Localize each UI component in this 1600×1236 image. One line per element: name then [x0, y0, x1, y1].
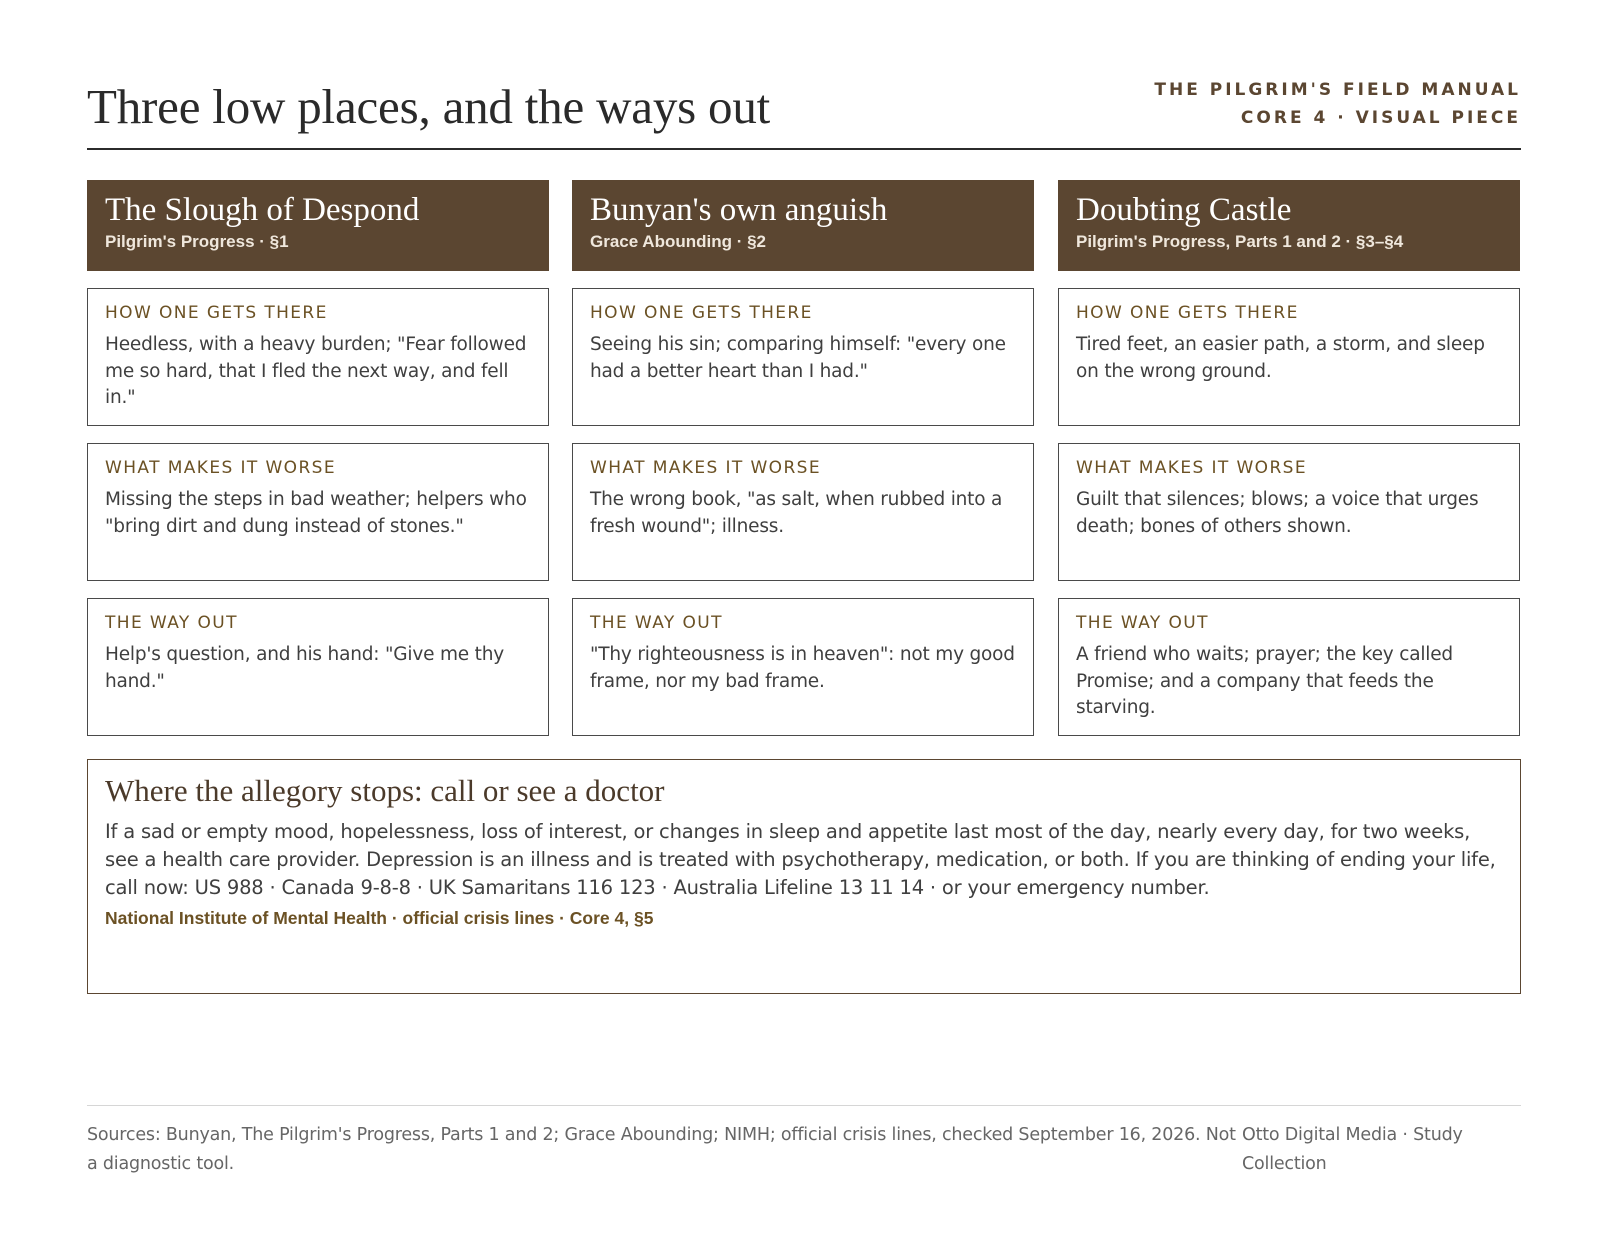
footer-credit: Otto Digital Media · Study Collection: [1242, 1125, 1463, 1174]
column-header-bunyan: [572, 180, 1034, 271]
cell-label: WHAT MAKES IT WORSE: [1076, 458, 1308, 478]
cell-label: WHAT MAKES IT WORSE: [105, 458, 337, 478]
page-header: [87, 70, 1521, 150]
cell-what-makes-it-worse: [1058, 443, 1520, 581]
cell-text: Help's question, and his hand: "Give me thy hand.": [105, 644, 504, 692]
kicker-line-1: THE PILGRIM'S FIELD MANUAL: [1154, 80, 1521, 100]
cell-label: HOW ONE GETS THERE: [590, 303, 813, 323]
cell-the-way-out: [87, 598, 549, 736]
column-subtitle: Pilgrim's Progress, Parts 1 and 2 · §3–§4: [1076, 232, 1404, 251]
publication-kicker: [1154, 76, 1521, 132]
cell-label: HOW ONE GETS THERE: [1076, 303, 1299, 323]
cell-label: THE WAY OUT: [1076, 613, 1209, 633]
footer-sources: Sources: Bunyan, The Pilgrim's Progress, Parts 1 and 2; Grace Abounding; NIMH; official crisis lines, checked September 16, 2026. Not a diagnostic tool.: [87, 1125, 1236, 1174]
cell-the-way-out: [572, 598, 1034, 736]
column-title: Doubting Castle: [1076, 192, 1292, 228]
cell-how-one-gets-there: [87, 288, 549, 426]
cell-text: Missing the steps in bad weather; helpers who "bring dirt and dung instead of stones.": [105, 489, 527, 537]
column-header-doubting-castle: [1058, 180, 1520, 271]
cell-what-makes-it-worse: [87, 443, 549, 581]
cell-how-one-gets-there: [1058, 288, 1520, 426]
cell-label: WHAT MAKES IT WORSE: [590, 458, 822, 478]
cell-text: "Thy righteousness is in heaven": not my good frame, nor my bad frame.: [590, 644, 1015, 692]
column-subtitle: Grace Abounding · §2: [590, 232, 767, 251]
cell-the-way-out: [1058, 598, 1520, 736]
cell-text: The wrong book, "as salt, when rubbed into a fresh wound"; illness.: [590, 489, 1003, 537]
allegory-stop-body: If a sad or empty mood, hopelessness, loss of interest, or changes in sleep and appetite last most of the day, nearly every day, for two weeks, see a health care provider. Depression is an illness and is treated with psychotherapy, medication, or both. If you are thinking of ending your life, call now: US 988 · Canada 9-8-8 · UK Samaritans 116 123 · Australia Lifeline 13 11 14 · or your emergency number.: [105, 820, 1496, 899]
cell-text: Heedless, with a heavy burden; "Fear followed me so hard, that I fled the next way, and fell in.": [105, 334, 527, 408]
cell-label: HOW ONE GETS THERE: [105, 303, 328, 323]
kicker-line-2: CORE 4 · VISUAL PIECE: [1240, 108, 1521, 128]
cell-what-makes-it-worse: [572, 443, 1034, 581]
cell-text: Seeing his sin; comparing himself: "every one had a better heart than I had.": [590, 334, 1006, 382]
allegory-stop-title: Where the allegory stops: call or see a doctor: [105, 773, 665, 808]
cell-text: Tired feet, an easier path, a storm, and sleep on the wrong ground.: [1076, 334, 1485, 382]
cell-label: THE WAY OUT: [105, 613, 238, 633]
page-title: Three low places, and the ways out: [87, 79, 771, 134]
footer-divider: [87, 1105, 1521, 1106]
allegory-stop-citation: National Institute of Mental Health · official crisis lines · Core 4, §5: [105, 908, 654, 928]
cell-text: Guilt that silences; blows; a voice that urges death; bones of others shown.: [1076, 489, 1479, 537]
column-title: The Slough of Despond: [105, 192, 420, 228]
cell-label: THE WAY OUT: [590, 613, 723, 633]
column-header-slough: [87, 180, 549, 271]
column-subtitle: Pilgrim's Progress · §1: [105, 232, 289, 251]
cell-text: A friend who waits; prayer; the key called Promise; and a company that feeds the starving.: [1076, 644, 1453, 718]
column-title: Bunyan's own anguish: [590, 192, 888, 228]
allegory-stop-box: [87, 759, 1521, 994]
cell-how-one-gets-there: [572, 288, 1034, 426]
